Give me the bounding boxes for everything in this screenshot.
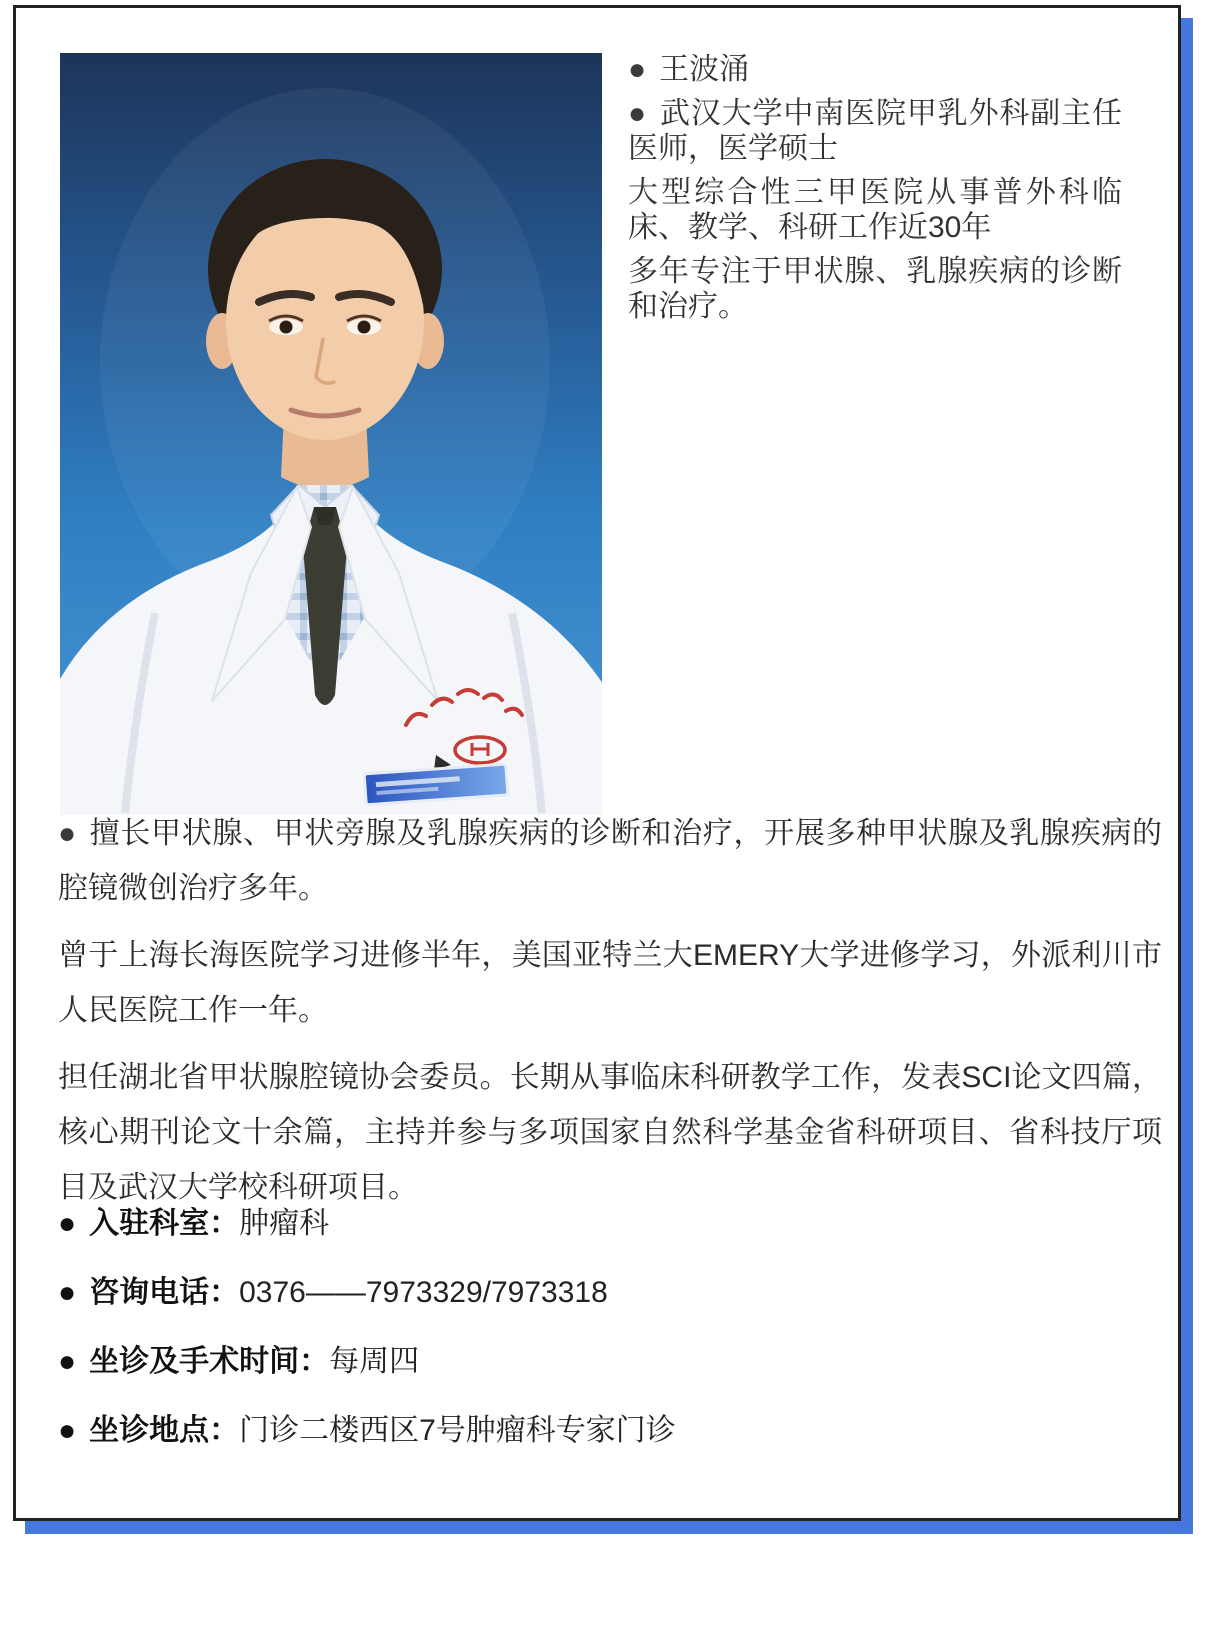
colon: ： <box>209 1207 240 1240</box>
experience-line <box>628 175 1122 245</box>
bio-text: 担任湖北省甲状腺腔镜协会委员。长期从事临床科研教学工作，发表SCI论文四篇，核心期刊论文十余篇，主持并参与多项国家自然科学基金省科研项目、省科技厅项目及武汉大学校科研项目。 <box>58 1061 1162 1204</box>
detail-schedule <box>58 1346 1162 1378</box>
bio-paragraph <box>58 928 1162 1038</box>
experience-text: 大型综合性三甲医院从事普外科临床、教学、科研工作近30年 <box>628 176 1122 244</box>
detail-phone <box>58 1277 1162 1309</box>
bullet-icon: ● <box>58 1414 77 1447</box>
detail-value: 0376——7973329/7973318 <box>239 1276 608 1309</box>
detail-label: 坐诊及手术时间 <box>89 1345 300 1378</box>
doctor-name-line <box>628 52 1122 87</box>
colon: ： <box>209 1276 240 1309</box>
bullet-icon: ● <box>58 1207 77 1240</box>
bio-text: 曾于上海长海医院学习进修半年，美国亚特兰大EMERY大学进修学习，外派利川市人民医院工作一年。 <box>58 939 1162 1027</box>
doctor-profile-card <box>13 5 1181 1521</box>
focus-text: 多年专注于甲状腺、乳腺疾病的诊断和治疗。 <box>628 255 1122 323</box>
focus-line <box>628 254 1122 324</box>
detail-department <box>58 1208 1162 1240</box>
doctor-title-line <box>628 96 1122 166</box>
bio-paragraph <box>58 1050 1162 1215</box>
detail-label: 入驻科室 <box>89 1207 210 1240</box>
bio-paragraph <box>58 806 1162 916</box>
profile-summary <box>628 52 1122 333</box>
detail-label: 坐诊地点 <box>89 1414 210 1447</box>
doctor-title: 武汉大学中南医院甲乳外科副主任医师，医学硕士 <box>628 97 1123 165</box>
detail-label: 咨询电话 <box>89 1276 210 1309</box>
bullet-icon: ● <box>58 1345 77 1378</box>
colon: ： <box>209 1414 240 1447</box>
bullet-icon: ● <box>58 817 77 850</box>
bio-text: 擅长甲状腺、甲状旁腺及乳腺疾病的诊断和治疗，开展多种甲状腺及乳腺疾病的腔镜微创治疗多年。 <box>58 817 1163 905</box>
detail-value: 每周四 <box>329 1345 420 1378</box>
detail-value: 肿瘤科 <box>239 1207 330 1240</box>
bullet-icon: ● <box>58 1276 77 1309</box>
detail-location <box>58 1415 1162 1447</box>
bullet-icon: ● <box>628 53 647 86</box>
detail-value: 门诊二楼西区7号肿瘤科专家门诊 <box>239 1414 676 1447</box>
visit-details-section <box>58 1208 1162 1484</box>
colon: ： <box>299 1345 330 1378</box>
biography-section <box>58 806 1162 1227</box>
doctor-name: 王波涌 <box>659 53 750 86</box>
bullet-icon: ● <box>628 97 647 130</box>
doctor-portrait-photo <box>60 53 602 815</box>
